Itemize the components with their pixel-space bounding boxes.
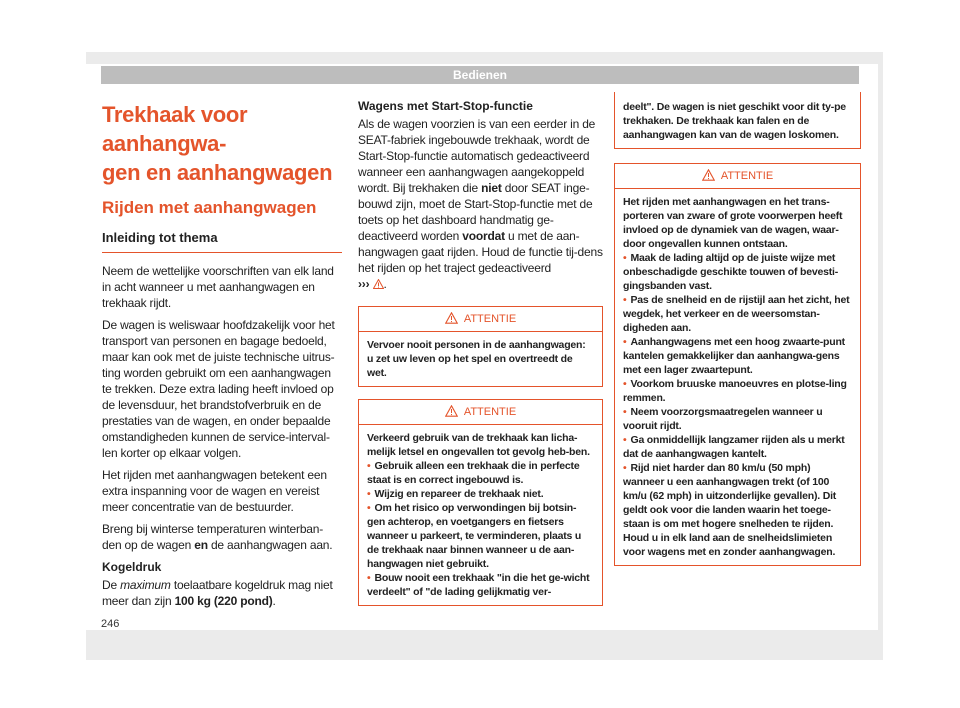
page-number: 246	[101, 618, 120, 630]
warning-intro: Verkeerd gebruik van de trekhaak kan licha-melijk letsel en ongevallen tot gevolg heb-ben.	[367, 432, 590, 458]
warning-header	[359, 307, 602, 332]
kogeldruk-heading: Kogeldruk	[102, 560, 162, 574]
warning-box	[614, 163, 861, 566]
warning-content	[615, 189, 860, 565]
cross-reference-arrows[interactable]: ›››	[358, 277, 370, 291]
list-item: • Wijzig en repareer de trekhaak niet.	[367, 488, 544, 500]
column-middle	[358, 92, 603, 618]
warning-box-continued	[614, 92, 861, 149]
column-left	[102, 92, 342, 615]
column-right	[614, 92, 861, 578]
list-item: • Voorkom bruuske manoeuvres en plotse-ling remmen.	[623, 378, 847, 404]
warning-box	[358, 306, 603, 387]
warning-continuation: deelt". De wagen is niet geschikt voor dit ty-pe trekhaken. De trekhaak kan falen en de aanhangwagen kan van de wagen loskomen.	[623, 101, 846, 141]
list-item: • Aanhangwagens met een hoog zwaarte-punt kantelen gemakkelijker dan aanhangwa-gens met een lager zwaartepunt.	[623, 336, 845, 376]
start-stop-heading: Wagens met Start-Stop-functie	[358, 99, 533, 113]
warning-header	[359, 400, 602, 425]
list-item: • Gebruik alleen een trekhaak die in perfecte staat is en correct ingebouwd is.	[367, 460, 580, 486]
warning-content	[359, 425, 602, 605]
list-item: • Maak de lading altijd op de juiste wijze met onbeschadigde geschikte touwen of bevesti-gingsbanden vast.	[623, 252, 839, 292]
paragraph: Als de wagen voorzien is van een eerder in de SEAT-fabriek ingebouwde trekhaak, wordt de Start-Stop-functie automatisch gedeactiveerd wanneer een aanhangwagen aangekoppeld wordt. Bij trekhaken die niet door SEAT inge-bouwd zijn, moet de Start-Stop-functie met de toets op het dashboard handmatig ge-deactiveerd worden voordat u met de aan-hangwagen gaat rijden. Houd de functie tij-dens het rijden op het traject gedeactiveerd ››› .	[358, 117, 603, 291]
section-title: Rijden met aanhangwagen	[102, 198, 317, 217]
warning-icon	[702, 169, 715, 181]
paragraph: De wagen is weliswaar hoofdzakelijk voor het transport van personen en bagage bedoeld, maar kan ook met de juiste technische uitrus-ting worden gebruikt om een aanhangwagen te trekken. Deze extra lading heeft invloed op de levensduur, het brandstofverbruik en de prestaties van de wagen, en onder bepaalde omstandigheden kunnen de service-interval-len korter op elkaar volgen.	[102, 318, 335, 460]
list-item: • Neem voorzorgsmaatregelen wanneer u vooruit rijdt.	[623, 406, 823, 432]
list-item: • Ga onmiddellijk langzamer rijden als u merkt dat de aanhangwagen kantelt.	[623, 434, 845, 460]
warning-label: ATTENTIE	[463, 313, 517, 325]
warning-text: Vervoer nooit personen in de aanhangwagen: u zet uw leven op het spel en overtreedt de wet.	[367, 339, 586, 379]
list-item: • Rijd niet harder dan 80 km/u (50 mph) wanneer u een aanhangwagen trekt (of 100 km/u (62 mph) in uitzonderlijke gevallen). Dit geldt ook voor die landen waarin het toege-staan is om met hogere snelheden te rijden. Houd u in elk land aan de snelheidslimieten voor wagens met en zonder aanhangwagen.	[623, 462, 837, 558]
list-item: • Pas de snelheid en de rijstijl aan het zicht, het wegdek, het verkeer en de weersomstan-digheden aan.	[623, 294, 850, 334]
warning-header	[615, 164, 860, 189]
warning-box	[358, 399, 603, 606]
chapter-title	[102, 100, 342, 187]
paragraph: Neem de wettelijke voorschriften van elk land in acht wanneer u met aanhangwagen en trekhaak rijdt.	[102, 264, 334, 310]
chapter-title-line2: gen en aanhangwagen	[102, 160, 333, 185]
list-item: • Om het risico op verwondingen bij botsin-gen achterop, en voetgangers en fietsers wanneer u parkeert, te verminderen, plaats u de trekhaak naar binnen wanneer u de aan-hangwagen niet gebruikt.	[367, 502, 582, 570]
list-item: • Bouw nooit een trekhaak "in die het ge-wicht verdeelt" of "de lading gelijkmatig ver-	[367, 572, 590, 598]
section-header: Bedienen	[101, 66, 859, 84]
paragraph: De maximum toelaatbare kogeldruk mag niet meer dan zijn 100 kg (220 pond).	[102, 578, 333, 608]
paragraph: Het rijden met aanhangwagen betekent een extra inspanning voor de wagen en vereist meer concentratie van de bestuurder.	[102, 468, 327, 514]
warning-icon	[445, 405, 458, 417]
warning-icon	[373, 279, 384, 289]
warning-label: ATTENTIE	[720, 170, 774, 182]
warning-icon	[445, 312, 458, 324]
chapter-title-line1: Trekhaak voor aanhangwa-	[102, 102, 248, 156]
warning-label: ATTENTIE	[463, 406, 517, 418]
warning-intro: Het rijden met aanhangwagen en het trans-porteren van zware of grote voorwerpen heeft invloed op de dynamiek van de wagen, waar-door ongevallen kunnen ontstaan.	[623, 196, 843, 250]
intro-title: Inleiding tot thema	[102, 230, 218, 245]
paragraph: Breng bij winterse temperaturen winterban-den op de wagen en de aanhangwagen aan.	[102, 522, 333, 552]
title-divider	[102, 252, 342, 253]
